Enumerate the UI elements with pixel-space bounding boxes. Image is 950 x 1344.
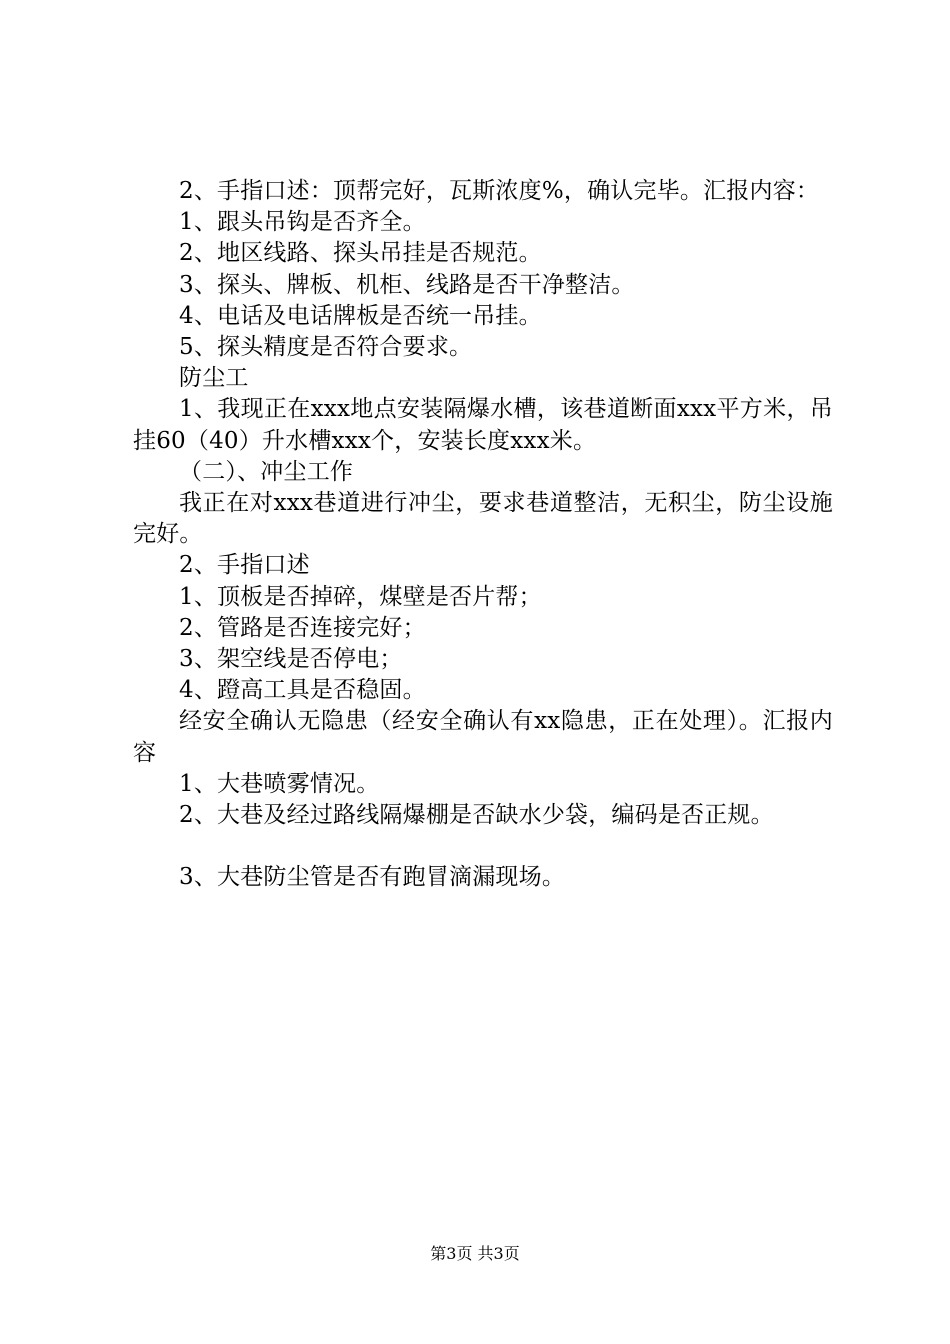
page-number-footer: 第3页 共3页: [430, 1244, 520, 1263]
paragraph-water-trough: 1、我现正在xxx地点安装隔爆水槽，该巷道断面xxx平方米，吊挂60（40）升水槽xxx个，安装长度xxx米。: [133, 396, 833, 454]
list-item: 1、大巷喷雾情况。: [179, 770, 380, 797]
list-item: 2、地区线路、探头吊挂是否规范。: [179, 240, 542, 267]
list-item: 2、大巷及经过路线隔爆棚是否缺水少袋，编码是否正规。: [179, 802, 774, 829]
list-item: 1、跟头吊钩是否齐全。: [179, 209, 426, 236]
paragraph-flushing: 我正在对xxx巷道进行冲尘，要求巷道整洁，无积尘，防尘设施完好。: [133, 490, 833, 548]
section-heading-dust-worker: 防尘工: [179, 365, 249, 392]
paragraph-safety-confirm: 经安全确认无隐患（经安全确认有xx隐患，正在处理）。汇报内容: [133, 708, 833, 766]
list-item: 3、探头、牌板、机柜、线路是否干净整洁。: [179, 271, 635, 298]
list-item: 3、架空线是否停电；: [179, 646, 403, 673]
list-item: 1、顶板是否掉碎，煤壁是否片帮；: [179, 583, 542, 610]
list-item: 5、探头精度是否符合要求。: [179, 334, 473, 361]
paragraph-report-intro: 2、手指口述：顶帮完好，瓦斯浓度%，确认完毕。汇报内容：: [179, 178, 820, 204]
document-body: [133, 176, 833, 893]
section-heading-dust-flushing: （二）、冲尘工作: [179, 458, 354, 485]
list-item: 2、管路是否连接完好；: [179, 614, 426, 641]
list-item: 4、电话及电话牌板是否统一吊挂。: [179, 302, 542, 329]
list-item: 4、蹬高工具是否稳固。: [179, 677, 426, 704]
list-item: 3、大巷防尘管是否有跑冒滴漏现场。: [179, 864, 566, 891]
list-item: 2、手指口述: [179, 552, 310, 579]
